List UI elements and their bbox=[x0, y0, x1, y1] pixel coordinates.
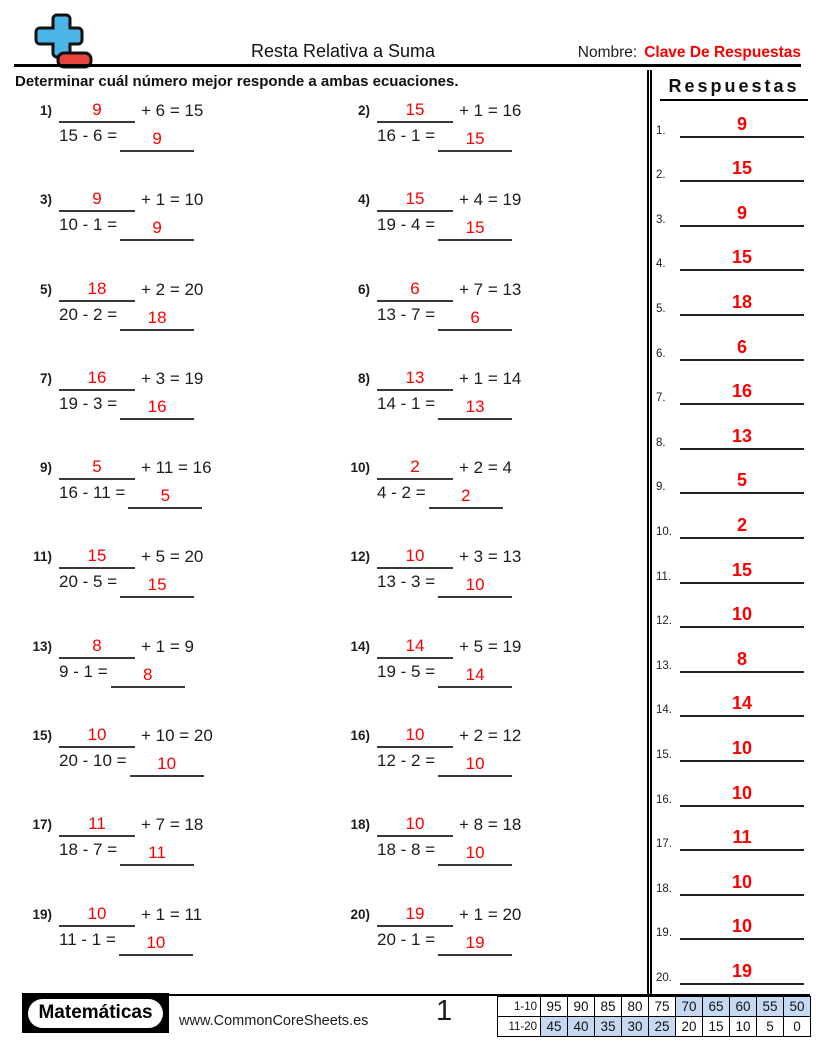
answer-item-value: 19 bbox=[731, 960, 753, 981]
answer-item-number: 3. bbox=[656, 213, 666, 226]
answer-blank-bottom: 11 bbox=[120, 843, 194, 866]
addition-rest: + 7 = 18 bbox=[141, 815, 204, 835]
grading-cell: 70 bbox=[676, 997, 703, 1017]
grading-cell: 65 bbox=[703, 997, 730, 1017]
answer-blank-top: 2 bbox=[377, 457, 453, 480]
answer-blank-top: 5 bbox=[59, 457, 135, 480]
subtraction-left: 20 - 2 = bbox=[59, 304, 118, 324]
answer-blank-bottom: 14 bbox=[438, 665, 512, 688]
subtraction-left: 20 - 1 = bbox=[377, 929, 436, 949]
problem bbox=[340, 368, 642, 457]
addition-equation bbox=[59, 457, 212, 480]
problem bbox=[340, 100, 642, 189]
problem bbox=[22, 636, 340, 725]
problem-body bbox=[59, 814, 204, 863]
problem-number: 14) bbox=[350, 638, 370, 654]
answer-blank-top: 14 bbox=[377, 636, 453, 659]
answer-blank-bottom: 10 bbox=[438, 754, 512, 777]
problem-number: 1) bbox=[39, 103, 52, 118]
answer-item-blank bbox=[680, 427, 804, 450]
answer-blank-top: 9 bbox=[59, 189, 135, 212]
problem-body bbox=[59, 100, 203, 146]
answer-item-number: 13. bbox=[656, 659, 672, 672]
answer-item-number: 12. bbox=[656, 615, 672, 628]
problem bbox=[340, 636, 642, 725]
addition-equation bbox=[59, 100, 203, 123]
grading-cell: 80 bbox=[622, 997, 649, 1017]
subtraction-left: 14 - 1 = bbox=[377, 393, 436, 413]
addition-equation bbox=[377, 189, 521, 212]
answer-item bbox=[656, 182, 810, 227]
grading-row-1 bbox=[498, 997, 811, 1017]
answer-item-blank bbox=[680, 204, 804, 227]
problem-number: 9) bbox=[39, 460, 52, 476]
grading-row-2 bbox=[498, 1017, 811, 1037]
answer-blank-top: 10 bbox=[59, 725, 135, 748]
subtraction-left: 18 - 8 = bbox=[377, 840, 436, 860]
addition-equation bbox=[59, 904, 202, 927]
subtraction-left: 16 - 1 = bbox=[377, 126, 436, 145]
grading-cell: 25 bbox=[649, 1017, 676, 1037]
answer-blank-bottom: 18 bbox=[120, 308, 194, 331]
answer-blank-bottom: 10 bbox=[438, 843, 512, 866]
problem-number: 10) bbox=[350, 460, 370, 476]
problem-number: 19) bbox=[32, 906, 52, 922]
answer-blank-bottom: 10 bbox=[119, 933, 193, 956]
answer-blank-bottom: 13 bbox=[438, 397, 512, 420]
addition-rest: + 1 = 20 bbox=[459, 904, 522, 924]
problem-body bbox=[59, 368, 203, 414]
instruction-text: Determinar cuál número mejor responde a ambas ecuaciones. bbox=[15, 73, 459, 90]
problem bbox=[22, 546, 340, 635]
problem bbox=[340, 457, 642, 546]
subtraction-left: 10 - 1 = bbox=[59, 215, 118, 235]
problem-number: 18) bbox=[350, 817, 370, 833]
answer-item-number: 7. bbox=[656, 392, 666, 405]
answer-item-blank bbox=[680, 382, 804, 405]
answer-item-blank bbox=[680, 917, 804, 940]
answer-blank-bottom: 15 bbox=[438, 218, 512, 241]
answer-blank-top: 19 bbox=[377, 904, 453, 927]
addition-rest: + 1 = 11 bbox=[141, 904, 203, 924]
addition-rest: + 3 = 19 bbox=[141, 368, 204, 388]
problem bbox=[340, 904, 642, 993]
problem-number: 13) bbox=[32, 638, 52, 654]
answer-item-number: 4. bbox=[656, 258, 666, 271]
addition-rest: + 1 = 14 bbox=[459, 368, 522, 388]
grading-cell: 45 bbox=[541, 1017, 568, 1037]
subtraction-left: 15 - 6 = bbox=[59, 126, 118, 145]
grading-cell: 40 bbox=[568, 1017, 595, 1037]
answer-blank-top: 15 bbox=[59, 546, 135, 569]
answer-item-value: 16 bbox=[731, 381, 753, 402]
brand-name: Matemáticas bbox=[28, 999, 162, 1028]
subtraction-equation bbox=[377, 123, 521, 146]
answer-item bbox=[656, 807, 810, 852]
problem-number: 6) bbox=[357, 281, 370, 297]
answer-blank-top: 11 bbox=[59, 814, 135, 837]
subtraction-equation bbox=[377, 391, 521, 414]
answer-item bbox=[656, 361, 810, 406]
answer-blank-bottom: 9 bbox=[120, 218, 194, 241]
subtraction-left: 18 - 7 = bbox=[59, 840, 118, 860]
subtraction-equation bbox=[377, 837, 521, 863]
answer-blank-bottom: 15 bbox=[120, 575, 194, 598]
addition-rest: + 4 = 19 bbox=[459, 190, 522, 210]
answer-blank-top: 6 bbox=[377, 279, 453, 302]
grading-row2-label: 11-20 bbox=[498, 1017, 541, 1037]
answer-item-number: 6. bbox=[656, 347, 666, 360]
subtraction-equation bbox=[377, 659, 521, 682]
answer-item-blank bbox=[680, 159, 804, 182]
answer-item-blank bbox=[680, 248, 804, 271]
answer-item-number: 2. bbox=[656, 169, 666, 182]
answer-item bbox=[656, 896, 810, 941]
problem-body bbox=[377, 725, 522, 774]
answer-blank-top: 10 bbox=[59, 904, 135, 927]
problem-body bbox=[377, 189, 522, 238]
problem bbox=[22, 189, 340, 278]
addition-rest: + 8 = 18 bbox=[459, 815, 522, 835]
name-value: Clave De Respuestas bbox=[644, 44, 801, 61]
problem-body bbox=[59, 636, 194, 682]
answer-item-blank bbox=[680, 516, 804, 539]
subtraction-equation bbox=[59, 837, 203, 863]
grading-row1-label: 1-10 bbox=[498, 997, 541, 1017]
addition-equation bbox=[377, 814, 521, 837]
answer-item-blank bbox=[680, 828, 804, 851]
answer-blank-top: 13 bbox=[377, 368, 453, 391]
answer-item-number: 8. bbox=[656, 436, 666, 449]
problem-body bbox=[59, 904, 202, 950]
subtraction-left: 20 - 5 = bbox=[59, 572, 118, 592]
answer-item-blank bbox=[680, 471, 804, 494]
name-field bbox=[578, 44, 801, 62]
subtraction-equation bbox=[377, 569, 521, 595]
answer-item-number: 14. bbox=[656, 704, 672, 717]
header-rule bbox=[14, 64, 801, 67]
grading-cell: 50 bbox=[784, 997, 811, 1017]
subtraction-equation bbox=[377, 480, 512, 506]
answer-blank-top: 16 bbox=[59, 368, 135, 391]
problem bbox=[340, 546, 642, 635]
answer-item bbox=[656, 316, 810, 361]
answer-blank-top: 9 bbox=[59, 100, 135, 123]
subtraction-equation bbox=[59, 748, 213, 774]
problem-body bbox=[59, 546, 204, 595]
answer-item-blank bbox=[680, 561, 804, 584]
addition-rest: + 5 = 20 bbox=[141, 547, 204, 567]
problem-number: 12) bbox=[350, 549, 370, 565]
problem-number: 16) bbox=[350, 728, 370, 744]
addition-equation bbox=[59, 189, 203, 212]
answer-item-value: 2 bbox=[736, 515, 747, 536]
problem bbox=[340, 725, 642, 814]
answer-blank-top: 10 bbox=[377, 814, 453, 837]
problem-number: 2) bbox=[357, 103, 370, 118]
grading-cell: 15 bbox=[703, 1017, 730, 1037]
answer-item bbox=[656, 628, 810, 673]
subtraction-left: 19 - 3 = bbox=[59, 393, 118, 413]
answer-blank-top: 18 bbox=[59, 279, 135, 302]
problem-body bbox=[377, 636, 521, 682]
problem-body bbox=[59, 189, 204, 238]
grading-cell: 5 bbox=[757, 1017, 784, 1037]
subtraction-left: 16 - 11 = bbox=[59, 483, 126, 503]
answer-item-number: 17. bbox=[656, 838, 672, 851]
answer-blank-top: 8 bbox=[59, 636, 135, 659]
answer-blank-top: 10 bbox=[377, 546, 453, 569]
problem-body bbox=[377, 546, 522, 595]
answer-item-blank bbox=[680, 650, 804, 673]
answer-item-blank bbox=[680, 739, 804, 762]
answer-item-blank bbox=[680, 784, 804, 807]
answer-blank-bottom: 6 bbox=[438, 308, 512, 331]
problem-number: 17) bbox=[32, 817, 52, 833]
problem bbox=[340, 189, 642, 278]
answer-item-value: 10 bbox=[731, 738, 753, 759]
addition-equation bbox=[377, 457, 512, 480]
answer-item bbox=[656, 450, 810, 495]
problem-number: 5) bbox=[39, 281, 52, 297]
answers-title: Respuestas bbox=[660, 76, 808, 101]
answer-item-blank bbox=[680, 293, 804, 316]
problem-body bbox=[59, 457, 212, 506]
problem-body bbox=[377, 457, 512, 506]
answer-item bbox=[656, 227, 810, 272]
problem-number: 4) bbox=[357, 192, 370, 208]
answer-item-number: 18. bbox=[656, 882, 672, 895]
answer-item bbox=[656, 762, 810, 807]
answer-item bbox=[656, 717, 810, 762]
answer-item bbox=[656, 851, 810, 896]
addition-rest: + 1 = 16 bbox=[459, 101, 522, 120]
answer-item-number: 9. bbox=[656, 481, 666, 494]
problem-body bbox=[59, 725, 213, 774]
answer-item-value: 6 bbox=[736, 336, 747, 357]
answer-item-value: 11 bbox=[732, 827, 752, 848]
addition-equation bbox=[377, 100, 521, 123]
answer-blank-top: 15 bbox=[377, 100, 453, 123]
answer-item-number: 15. bbox=[656, 748, 672, 761]
addition-rest: + 7 = 13 bbox=[459, 279, 522, 299]
answer-blank-bottom: 16 bbox=[120, 397, 194, 420]
answer-item-blank bbox=[680, 115, 804, 138]
addition-equation bbox=[377, 546, 521, 569]
grading-cell: 30 bbox=[622, 1017, 649, 1037]
problem bbox=[22, 725, 340, 814]
answer-item-blank bbox=[680, 605, 804, 628]
website-url: www.CommonCoreSheets.es bbox=[179, 1013, 369, 1029]
brand-logo bbox=[22, 993, 169, 1033]
subtraction-equation bbox=[377, 302, 521, 325]
problem-number: 8) bbox=[357, 370, 370, 386]
addition-rest: + 2 = 20 bbox=[141, 279, 204, 299]
page-title: Resta Relativa a Suma bbox=[250, 41, 436, 61]
addition-rest: + 6 = 15 bbox=[141, 101, 204, 120]
problem bbox=[22, 457, 340, 546]
subtraction-equation bbox=[377, 748, 521, 774]
answer-blank-bottom: 5 bbox=[128, 486, 202, 509]
subtraction-left: 19 - 4 = bbox=[377, 215, 436, 235]
answer-item-number: 1. bbox=[656, 124, 666, 137]
answer-item-number: 10. bbox=[656, 525, 672, 538]
answer-blank-bottom: 8 bbox=[111, 665, 185, 688]
addition-equation bbox=[59, 279, 203, 302]
page-number: 1 bbox=[436, 995, 453, 1027]
subtraction-left: 9 - 1 = bbox=[59, 661, 108, 681]
addition-equation bbox=[377, 368, 521, 391]
answers-separator bbox=[647, 70, 652, 994]
problem-body bbox=[377, 100, 521, 146]
problem-number: 20) bbox=[350, 906, 370, 922]
problems-grid bbox=[22, 100, 642, 994]
grading-cell: 95 bbox=[541, 997, 568, 1017]
answer-item-value: 13 bbox=[731, 425, 753, 446]
grading-cell: 10 bbox=[730, 1017, 757, 1037]
answer-item bbox=[656, 271, 810, 316]
addition-equation bbox=[59, 546, 203, 569]
problem bbox=[340, 279, 642, 368]
addition-rest: + 2 = 12 bbox=[459, 726, 522, 746]
answer-item-value: 18 bbox=[731, 292, 753, 313]
problem-number: 3) bbox=[39, 192, 52, 208]
answer-item-value: 10 bbox=[731, 916, 753, 937]
subtraction-equation bbox=[59, 480, 212, 506]
grading-table bbox=[497, 996, 811, 1037]
answer-item bbox=[656, 940, 810, 985]
addition-rest: + 3 = 13 bbox=[459, 547, 522, 567]
subtraction-equation bbox=[59, 212, 203, 238]
answer-item-value: 10 bbox=[731, 782, 753, 803]
subtraction-equation bbox=[59, 302, 203, 325]
problem-body bbox=[377, 279, 521, 325]
subtraction-equation bbox=[59, 391, 203, 414]
answer-blank-bottom: 10 bbox=[130, 754, 204, 777]
problem-number: 7) bbox=[39, 370, 52, 386]
answer-item-value: 8 bbox=[736, 648, 747, 669]
answer-blank-bottom: 19 bbox=[438, 933, 512, 956]
subtraction-equation bbox=[59, 569, 203, 595]
problem-number: 15) bbox=[32, 728, 52, 744]
problem bbox=[340, 814, 642, 903]
answer-blank-bottom: 2 bbox=[429, 486, 503, 509]
answer-item-blank bbox=[680, 338, 804, 361]
subtraction-equation bbox=[59, 659, 194, 682]
answer-item bbox=[656, 539, 810, 584]
answer-item-blank bbox=[680, 962, 804, 985]
answer-item-number: 16. bbox=[656, 793, 672, 806]
problem bbox=[22, 279, 340, 368]
addition-equation bbox=[377, 636, 521, 659]
addition-equation bbox=[377, 725, 521, 748]
subtraction-left: 4 - 2 = bbox=[377, 483, 426, 503]
answer-item-number: 11. bbox=[656, 570, 672, 583]
problem bbox=[22, 368, 340, 457]
answer-blank-bottom: 10 bbox=[438, 575, 512, 598]
subtraction-left: 11 - 1 = bbox=[59, 929, 116, 949]
problem-body bbox=[377, 814, 522, 863]
addition-rest: + 1 = 9 bbox=[141, 636, 194, 656]
subtraction-left: 12 - 2 = bbox=[377, 751, 436, 771]
answer-item-blank bbox=[680, 694, 804, 717]
problem bbox=[22, 904, 340, 993]
subtraction-equation bbox=[377, 212, 521, 238]
answer-item-number: 5. bbox=[656, 302, 666, 315]
addition-rest: + 10 = 20 bbox=[141, 726, 213, 746]
subtraction-equation bbox=[377, 927, 521, 950]
addition-equation bbox=[59, 368, 203, 391]
grading-cell: 0 bbox=[784, 1017, 811, 1037]
answer-blank-top: 10 bbox=[377, 725, 453, 748]
grading-cell: 35 bbox=[595, 1017, 622, 1037]
subtraction-left: 20 - 10 = bbox=[59, 751, 127, 771]
answers-list bbox=[656, 93, 810, 985]
addition-equation bbox=[59, 725, 213, 748]
answer-item-value: 15 bbox=[731, 158, 753, 179]
subtraction-left: 13 - 7 = bbox=[377, 304, 436, 324]
answer-item-blank bbox=[680, 873, 804, 896]
answer-item-value: 5 bbox=[736, 470, 747, 491]
addition-rest: + 5 = 19 bbox=[459, 636, 522, 656]
answer-item bbox=[656, 138, 810, 183]
problem-body bbox=[377, 904, 521, 950]
subtraction-equation bbox=[59, 123, 203, 146]
addition-equation bbox=[377, 904, 521, 927]
answer-blank-bottom: 9 bbox=[120, 129, 194, 152]
addition-rest: + 1 = 10 bbox=[141, 190, 204, 210]
grading-cell: 85 bbox=[595, 997, 622, 1017]
subtraction-left: 19 - 5 = bbox=[377, 661, 436, 681]
problem bbox=[22, 814, 340, 903]
grading-cell: 90 bbox=[568, 997, 595, 1017]
answer-item-value: 14 bbox=[731, 693, 753, 714]
addition-equation bbox=[59, 814, 203, 837]
answer-item-value: 10 bbox=[731, 604, 753, 625]
subtraction-left: 13 - 3 = bbox=[377, 572, 436, 592]
answer-item-value: 10 bbox=[731, 871, 753, 892]
answer-item-value: 9 bbox=[736, 113, 747, 134]
name-label: Nombre: bbox=[577, 44, 638, 61]
answer-item bbox=[656, 494, 810, 539]
answer-blank-bottom: 15 bbox=[438, 129, 512, 152]
answer-item-value: 9 bbox=[736, 202, 747, 223]
answer-item-number: 20. bbox=[656, 971, 672, 984]
answer-item bbox=[656, 673, 810, 718]
addition-rest: + 11 = 16 bbox=[141, 458, 212, 478]
answer-item-value: 15 bbox=[731, 559, 753, 580]
answer-item-number: 19. bbox=[656, 927, 672, 940]
problem-number: 11) bbox=[33, 549, 52, 565]
grading-cell: 20 bbox=[676, 1017, 703, 1037]
addition-equation bbox=[59, 636, 194, 659]
answer-item bbox=[656, 93, 810, 138]
problem bbox=[22, 100, 340, 189]
problem-body bbox=[377, 368, 521, 414]
grading-cell: 60 bbox=[730, 997, 757, 1017]
addition-equation bbox=[377, 279, 521, 302]
problem-body bbox=[59, 279, 203, 325]
answer-item-value: 15 bbox=[731, 247, 753, 268]
grading-cell: 55 bbox=[757, 997, 784, 1017]
subtraction-equation bbox=[59, 927, 202, 950]
answer-item bbox=[656, 405, 810, 450]
addition-rest: + 2 = 4 bbox=[459, 458, 512, 478]
answer-blank-top: 15 bbox=[377, 189, 453, 212]
grading-cell: 75 bbox=[649, 997, 676, 1017]
answer-item bbox=[656, 584, 810, 629]
